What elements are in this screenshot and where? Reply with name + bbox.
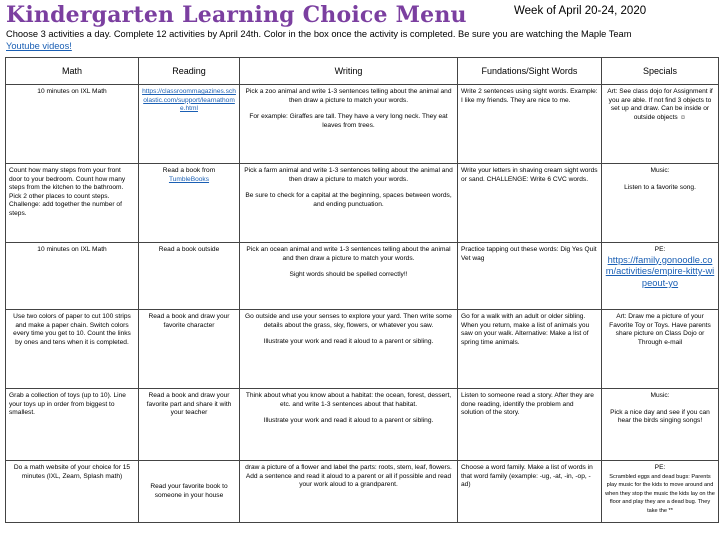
reading-cell[interactable]	[139, 461, 240, 523]
header-fundations: Fundations/Sight Words	[458, 58, 602, 85]
math-cell[interactable]	[6, 389, 139, 461]
cell-text: Write 2 sentences using sight words. Example: I like my friends. They are nice to me.	[461, 88, 598, 104]
header-math: Math	[6, 58, 139, 85]
cell-text: Illustrate your work and read it aloud to a parent or sibling.	[263, 417, 434, 425]
cell-text: Do a math website of your choice for 15 minutes (IXL, Zearn, Splash math)	[13, 464, 131, 480]
cell-text: Choose a word family. Make a list of words in that word family (example: -ug, -at, -in, -op, -ad)	[461, 464, 593, 489]
cell-text: For example: Giraffes are tall. They have a very long neck. They eat leaves from trees.	[249, 113, 448, 129]
cell-text: Read a book outside	[158, 246, 220, 253]
specials-cell[interactable]	[602, 389, 719, 461]
math-cell[interactable]	[6, 243, 139, 310]
fundations-cell[interactable]	[458, 243, 602, 310]
header-specials: Specials	[602, 58, 719, 85]
cell-title: PE:	[654, 464, 666, 471]
specials-cell[interactable]	[602, 310, 719, 389]
cell-text: Read your favorite book to someone in your house	[150, 483, 228, 499]
cell-text: Illustrate your work and read it aloud to a parent or sibling.	[263, 338, 434, 346]
cell-text: 10 minutes on IXL Math	[37, 246, 107, 253]
cell-text: Think about what you know about a habitat: the ocean, forest, dessert, etc. and write 1-3 sentences about that habitat.	[245, 392, 452, 408]
cell-text: Go for a walk with an adult or older sibling. When you return, make a list of animals you saw on your walk. Alternative: Make a list of spring time animals.	[461, 313, 590, 346]
cell-text: Read a book from	[162, 167, 216, 174]
cell-text: Scrambled eggs and dead bugs: Parents play music for the kids to move around and when they stop the music the kids lay on the floor and play they are a dead bug. They take the **	[605, 473, 715, 514]
fundations-cell[interactable]	[458, 85, 602, 164]
header-writing: Writing	[240, 58, 458, 85]
cell-title: Music:	[650, 167, 670, 174]
fundations-cell[interactable]	[458, 461, 602, 523]
week-label: Week of April 20-24, 2020	[514, 5, 647, 17]
math-cell[interactable]	[6, 310, 139, 389]
choice-menu-table	[5, 57, 719, 523]
writing-cell[interactable]	[240, 243, 458, 310]
cell-text: Read a book and draw your favorite part and share it with your teacher	[146, 392, 232, 417]
table-row	[6, 310, 719, 389]
table-row	[6, 389, 719, 461]
cell-text: draw a picture of a flower and label the parts: roots, stem, leaf, flowers. Add a sentence and read it aloud to a parent or all if possible and read your work aloud to a grandparent.	[245, 464, 452, 489]
gonoodle-link[interactable]: https://family.gonoodle.com/activities/empire-kitty-wipeout-yo	[605, 254, 715, 288]
cell-text: Grab a collection of toys (up to 10). Line your toys up in order from biggest to smallest.	[9, 392, 126, 417]
math-cell[interactable]	[6, 164, 139, 243]
specials-cell[interactable]	[602, 164, 719, 243]
page-title: Kindergarten Learning Choice Menu	[6, 2, 467, 28]
cell-text: Pick an ocean animal and write 1-3 sentences telling about the animal and then draw a picture to match your words.	[246, 246, 451, 262]
cell-text: Listen to a favorite song.	[624, 183, 696, 191]
specials-cell[interactable]	[602, 85, 719, 164]
table-row	[6, 461, 719, 523]
instructions-text: Choose 3 activities a day. Complete 12 activities by April 24th. Color in the box once the activity is completed. Be sure you are watching the Maple Team	[6, 29, 632, 39]
cell-title: Music:	[650, 392, 670, 399]
cell-text: Pick a zoo animal and write 1-3 sentences telling about the animal and then draw a picture to match your words.	[245, 88, 452, 104]
cell-text: Listen to someone read a story. After they are done reading, identify the problem and solution of the story.	[461, 392, 594, 417]
reading-cell[interactable]	[139, 243, 240, 310]
header-reading: Reading	[139, 58, 240, 85]
cell-text: Use two colors of paper to cut 100 strips and make a paper chain. Switch colors every time you get to 10. Count the links by ones and tens when it is completed.	[13, 313, 131, 346]
cell-text: Read a book and draw your favorite character	[148, 313, 230, 329]
cell-text: Write your letters in shaving cream sight words or sand. CHALLENGE: Write 6 CVC words.	[461, 167, 598, 183]
fundations-cell[interactable]	[458, 389, 602, 461]
youtube-link[interactable]: Youtube videos!	[6, 40, 72, 51]
cell-text: 10 minutes on IXL Math	[37, 88, 107, 95]
cell-text: Practice tapping out these words: Dig Yes Quit Vet wag	[461, 246, 597, 262]
fundations-cell[interactable]	[458, 310, 602, 389]
table-row	[6, 164, 719, 243]
reading-cell[interactable]	[139, 85, 240, 164]
fundations-cell[interactable]	[458, 164, 602, 243]
cell-title: PE:	[654, 246, 666, 253]
specials-cell[interactable]	[602, 243, 719, 310]
writing-cell[interactable]	[240, 164, 458, 243]
table-row	[6, 243, 719, 310]
cell-text: Sight words should be spelled correctly!!	[289, 271, 408, 279]
reading-cell[interactable]	[139, 164, 240, 243]
math-cell[interactable]	[6, 461, 139, 523]
writing-cell[interactable]	[240, 461, 458, 523]
tumblebooks-link[interactable]: TumbleBooks	[168, 175, 210, 183]
cell-text: Art: Draw me a picture of your Favorite Toy or Toys. Have parents share picture on Class Dojo or Through e-mail	[609, 313, 711, 346]
cell-text: Pick a nice day and see if you can hear the birds singing songs!	[610, 408, 710, 425]
scholastic-link[interactable]: https://classroommagazines.scholastic.com/support/learnathome.html	[142, 88, 236, 113]
reading-cell[interactable]	[139, 310, 240, 389]
writing-cell[interactable]	[240, 310, 458, 389]
writing-cell[interactable]	[240, 389, 458, 461]
specials-cell[interactable]	[602, 461, 719, 523]
cell-text: Be sure to check for a capital at the beginning, spaces between words, and ending punctuation.	[245, 192, 452, 208]
math-cell[interactable]	[6, 85, 139, 164]
cell-text: Pick a farm animal and write 1-3 sentences telling about the animal and then draw a picture to match your words.	[244, 167, 453, 183]
instructions	[6, 29, 711, 52]
writing-cell[interactable]	[240, 85, 458, 164]
cell-text: Go outside and use your senses to explore your yard. Then write some details about the grass, sky, flowers, or whatever you saw.	[245, 313, 452, 329]
cell-text: Art: See class dojo for Assignment if you are able. If not find 3 objects to set up and draw. Can be inside or outside objects ☺	[607, 88, 713, 121]
table-row	[6, 85, 719, 164]
reading-cell[interactable]	[139, 389, 240, 461]
cell-text: Count how many steps from your front door to your bedroom. Count how many steps from the kitchen to the bathroom. Pick 2 other places to count steps. Challenge: add together the number of steps.	[9, 167, 126, 217]
header-row	[6, 58, 719, 85]
